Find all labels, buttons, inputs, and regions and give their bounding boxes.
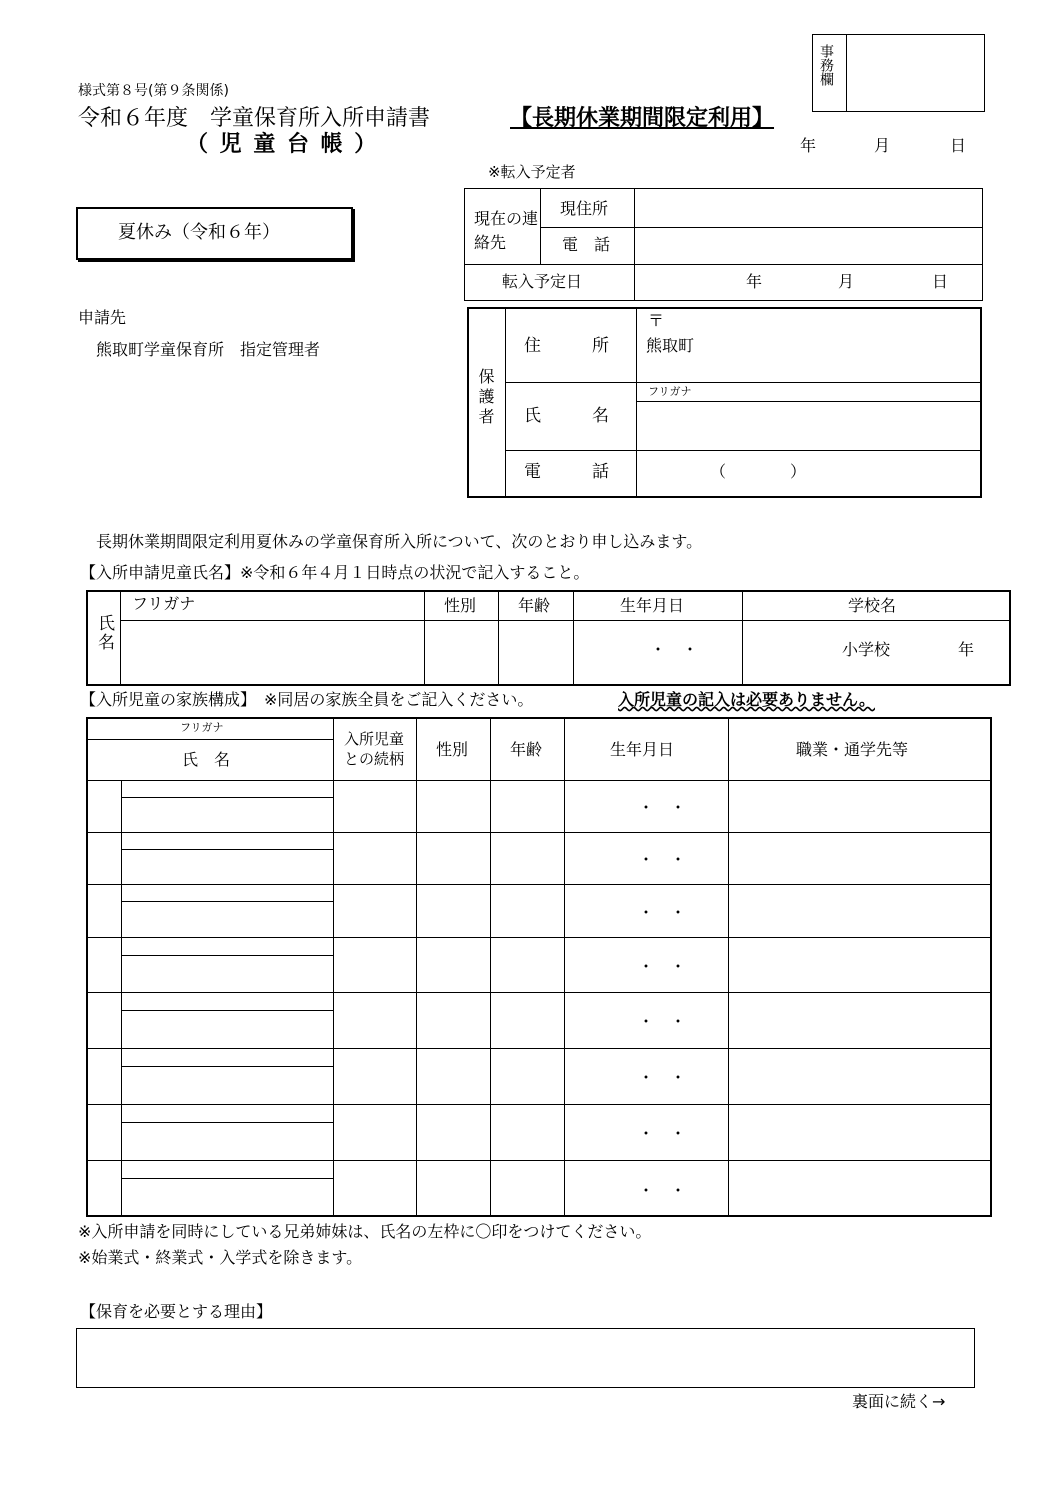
family-birth-dots: ・ ・ <box>638 798 687 817</box>
family-occupation-field[interactable] <box>730 833 990 883</box>
family-relation-field[interactable] <box>335 1049 415 1103</box>
family-furigana-field[interactable] <box>123 1161 331 1177</box>
family-occupation-field[interactable] <box>730 993 990 1047</box>
child-school-header: 学校名 <box>848 596 897 615</box>
child-section-title: 【入所申請児童氏名】※令和６年４月１日時点の状況で記入すること。 <box>80 563 590 582</box>
guardian-address-field[interactable] <box>700 330 980 380</box>
family-occupation-header: 職業・通学先等 <box>796 740 909 759</box>
family-relation-field[interactable] <box>335 1105 415 1159</box>
reason-title: 【保育を必要とする理由】 <box>80 1302 273 1321</box>
family-name-field[interactable] <box>123 902 331 936</box>
family-age-field[interactable] <box>492 781 563 831</box>
family-occupation-field[interactable] <box>730 1161 990 1216</box>
family-age-field[interactable] <box>492 885 563 936</box>
date-month-label: 月 <box>874 136 891 155</box>
family-name-field[interactable] <box>123 1011 331 1047</box>
family-relation-header-1: 入所児童 <box>344 730 405 748</box>
page-title: 令和６年度 学童保育所入所申請書 <box>78 106 431 131</box>
family-age-field[interactable] <box>492 993 563 1047</box>
family-occupation-field[interactable] <box>730 938 990 991</box>
guardian-name-field[interactable] <box>638 403 980 449</box>
family-birth-dots: ・ ・ <box>638 1124 687 1143</box>
family-gender-field[interactable] <box>418 1161 489 1216</box>
transfer-note: ※転入予定者 <box>488 163 576 181</box>
family-furigana-field[interactable] <box>123 1105 331 1121</box>
contact-label: 現在の連絡先 <box>474 209 539 252</box>
child-age-field[interactable] <box>500 622 572 684</box>
family-sibling-mark-field[interactable] <box>88 833 120 883</box>
family-section-emphasis: 入所児童の記入は必要ありません。 <box>618 690 875 709</box>
apply-to-value: 熊取町学童保育所 指定管理者 <box>96 340 321 359</box>
family-sibling-mark-field[interactable] <box>88 993 120 1047</box>
family-relation-field[interactable] <box>335 938 415 991</box>
child-birth-header: 生年月日 <box>620 596 685 615</box>
date-day-label: 日 <box>950 136 967 155</box>
family-name-field[interactable] <box>123 956 331 991</box>
transfer-day: 日 <box>932 272 949 291</box>
office-use-field[interactable] <box>848 35 983 111</box>
continue-note: 裏面に続く→ <box>852 1392 946 1411</box>
child-furigana-header: フリガナ <box>132 594 196 613</box>
family-age-field[interactable] <box>492 1105 563 1159</box>
child-name-label: 氏名 <box>94 614 114 652</box>
family-name-field[interactable] <box>123 1123 331 1159</box>
family-name-field[interactable] <box>123 850 331 883</box>
reason-field[interactable] <box>76 1328 975 1388</box>
family-furigana-field[interactable] <box>123 833 331 848</box>
family-occupation-field[interactable] <box>730 781 990 831</box>
child-birth-dots: ・ ・ <box>650 640 699 659</box>
family-relation-field[interactable] <box>335 1161 415 1216</box>
guardian-label: 保護者 <box>476 368 495 428</box>
family-furigana-field[interactable] <box>123 781 331 796</box>
child-gender-header: 性別 <box>444 596 477 615</box>
form-number: 様式第８号(第９条関係) <box>78 83 229 99</box>
child-grade-label: 年 <box>958 640 975 659</box>
transfer-year: 年 <box>746 272 763 291</box>
family-birth-dots: ・ ・ <box>638 1068 687 1087</box>
family-relation-field[interactable] <box>335 993 415 1047</box>
family-gender-header: 性別 <box>436 740 469 759</box>
family-birth-dots: ・ ・ <box>638 903 687 922</box>
family-relation-field[interactable] <box>335 885 415 936</box>
family-gender-field[interactable] <box>418 1105 489 1159</box>
family-gender-field[interactable] <box>418 885 489 936</box>
guardian-phone-paren: （ ） <box>710 462 807 481</box>
family-sibling-mark-field[interactable] <box>88 885 120 936</box>
family-birth-dots: ・ ・ <box>638 850 687 869</box>
family-furigana-field[interactable] <box>123 885 331 900</box>
apply-to-label: 申請先 <box>78 308 127 327</box>
child-age-header: 年齢 <box>518 596 551 615</box>
family-age-field[interactable] <box>492 833 563 883</box>
guardian-furigana-label: フリガナ <box>648 385 692 398</box>
page-title-suffix: 【長期休業期間限定利用】 <box>510 106 775 131</box>
family-gender-field[interactable] <box>418 781 489 831</box>
guardian-phone-label: 電 話 <box>524 462 609 482</box>
family-gender-field[interactable] <box>418 1049 489 1103</box>
note-ceremonies: ※始業式・終業式・入学式を除きます。 <box>78 1248 363 1267</box>
family-sibling-mark-field[interactable] <box>88 781 120 831</box>
family-furigana-header: フリガナ <box>180 721 224 734</box>
family-gender-field[interactable] <box>418 938 489 991</box>
current-phone-field[interactable] <box>636 229 981 263</box>
family-furigana-field[interactable] <box>123 993 331 1009</box>
transfer-date-label: 転入予定日 <box>502 272 583 291</box>
family-birth-dots: ・ ・ <box>638 957 687 976</box>
family-furigana-field[interactable] <box>123 1049 331 1065</box>
family-relation-header-2: との続柄 <box>344 750 405 768</box>
office-use-label: 事務欄 <box>818 44 834 86</box>
guardian-phone-field[interactable] <box>638 452 980 496</box>
child-name-field[interactable] <box>122 622 422 684</box>
note-siblings: ※入所申請を同時にしている兄弟姉妹は、氏名の左枠に〇印をつけてください。 <box>78 1222 652 1241</box>
family-gender-field[interactable] <box>418 993 489 1047</box>
family-age-field[interactable] <box>492 938 563 991</box>
current-address-label: 現住所 <box>560 199 609 218</box>
child-gender-field[interactable] <box>426 622 496 684</box>
family-sibling-mark-field[interactable] <box>88 1105 120 1159</box>
family-sibling-mark-field[interactable] <box>88 938 120 991</box>
family-relation-field[interactable] <box>335 833 415 883</box>
family-relation-field[interactable] <box>335 781 415 831</box>
guardian-name-label: 氏 名 <box>524 406 609 426</box>
family-gender-field[interactable] <box>418 833 489 883</box>
period-label: 夏休み（令和６年） <box>118 222 280 243</box>
family-birth-dots: ・ ・ <box>638 1012 687 1031</box>
date-year-label: 年 <box>800 136 817 155</box>
family-age-field[interactable] <box>492 1049 563 1103</box>
family-age-field[interactable] <box>492 1161 563 1216</box>
family-name-field[interactable] <box>123 1067 331 1103</box>
family-occupation-field[interactable] <box>730 1049 990 1103</box>
family-age-header: 年齢 <box>510 740 543 759</box>
child-school-value: 小学校 <box>842 640 891 659</box>
family-birth-dots: ・ ・ <box>638 1181 687 1200</box>
family-section-title: 【入所児童の家族構成】 ※同居の家族全員をご記入ください。 <box>80 690 534 709</box>
current-address-field[interactable] <box>636 190 981 226</box>
postal-mark: 〒 <box>648 311 665 330</box>
transfer-month: 月 <box>838 272 855 291</box>
family-birth-header: 生年月日 <box>610 740 675 759</box>
family-name-header: 氏 名 <box>182 750 231 769</box>
page-subtitle: （ 児 童 台 帳 ） <box>186 132 379 157</box>
family-sibling-mark-field[interactable] <box>88 1049 120 1103</box>
family-sibling-mark-field[interactable] <box>88 1161 120 1216</box>
family-name-field[interactable] <box>123 798 331 831</box>
intro-text: 長期休業期間限定利用夏休みの学童保育所入所について、次のとおり申し込みます。 <box>96 532 703 551</box>
guardian-address-value: 熊取町 <box>646 336 695 355</box>
family-occupation-field[interactable] <box>730 1105 990 1159</box>
family-occupation-field[interactable] <box>730 885 990 936</box>
family-name-field[interactable] <box>123 1179 331 1216</box>
guardian-address-label: 住 所 <box>524 336 609 356</box>
family-furigana-field[interactable] <box>123 938 331 954</box>
current-phone-label: 電 話 <box>562 235 611 254</box>
